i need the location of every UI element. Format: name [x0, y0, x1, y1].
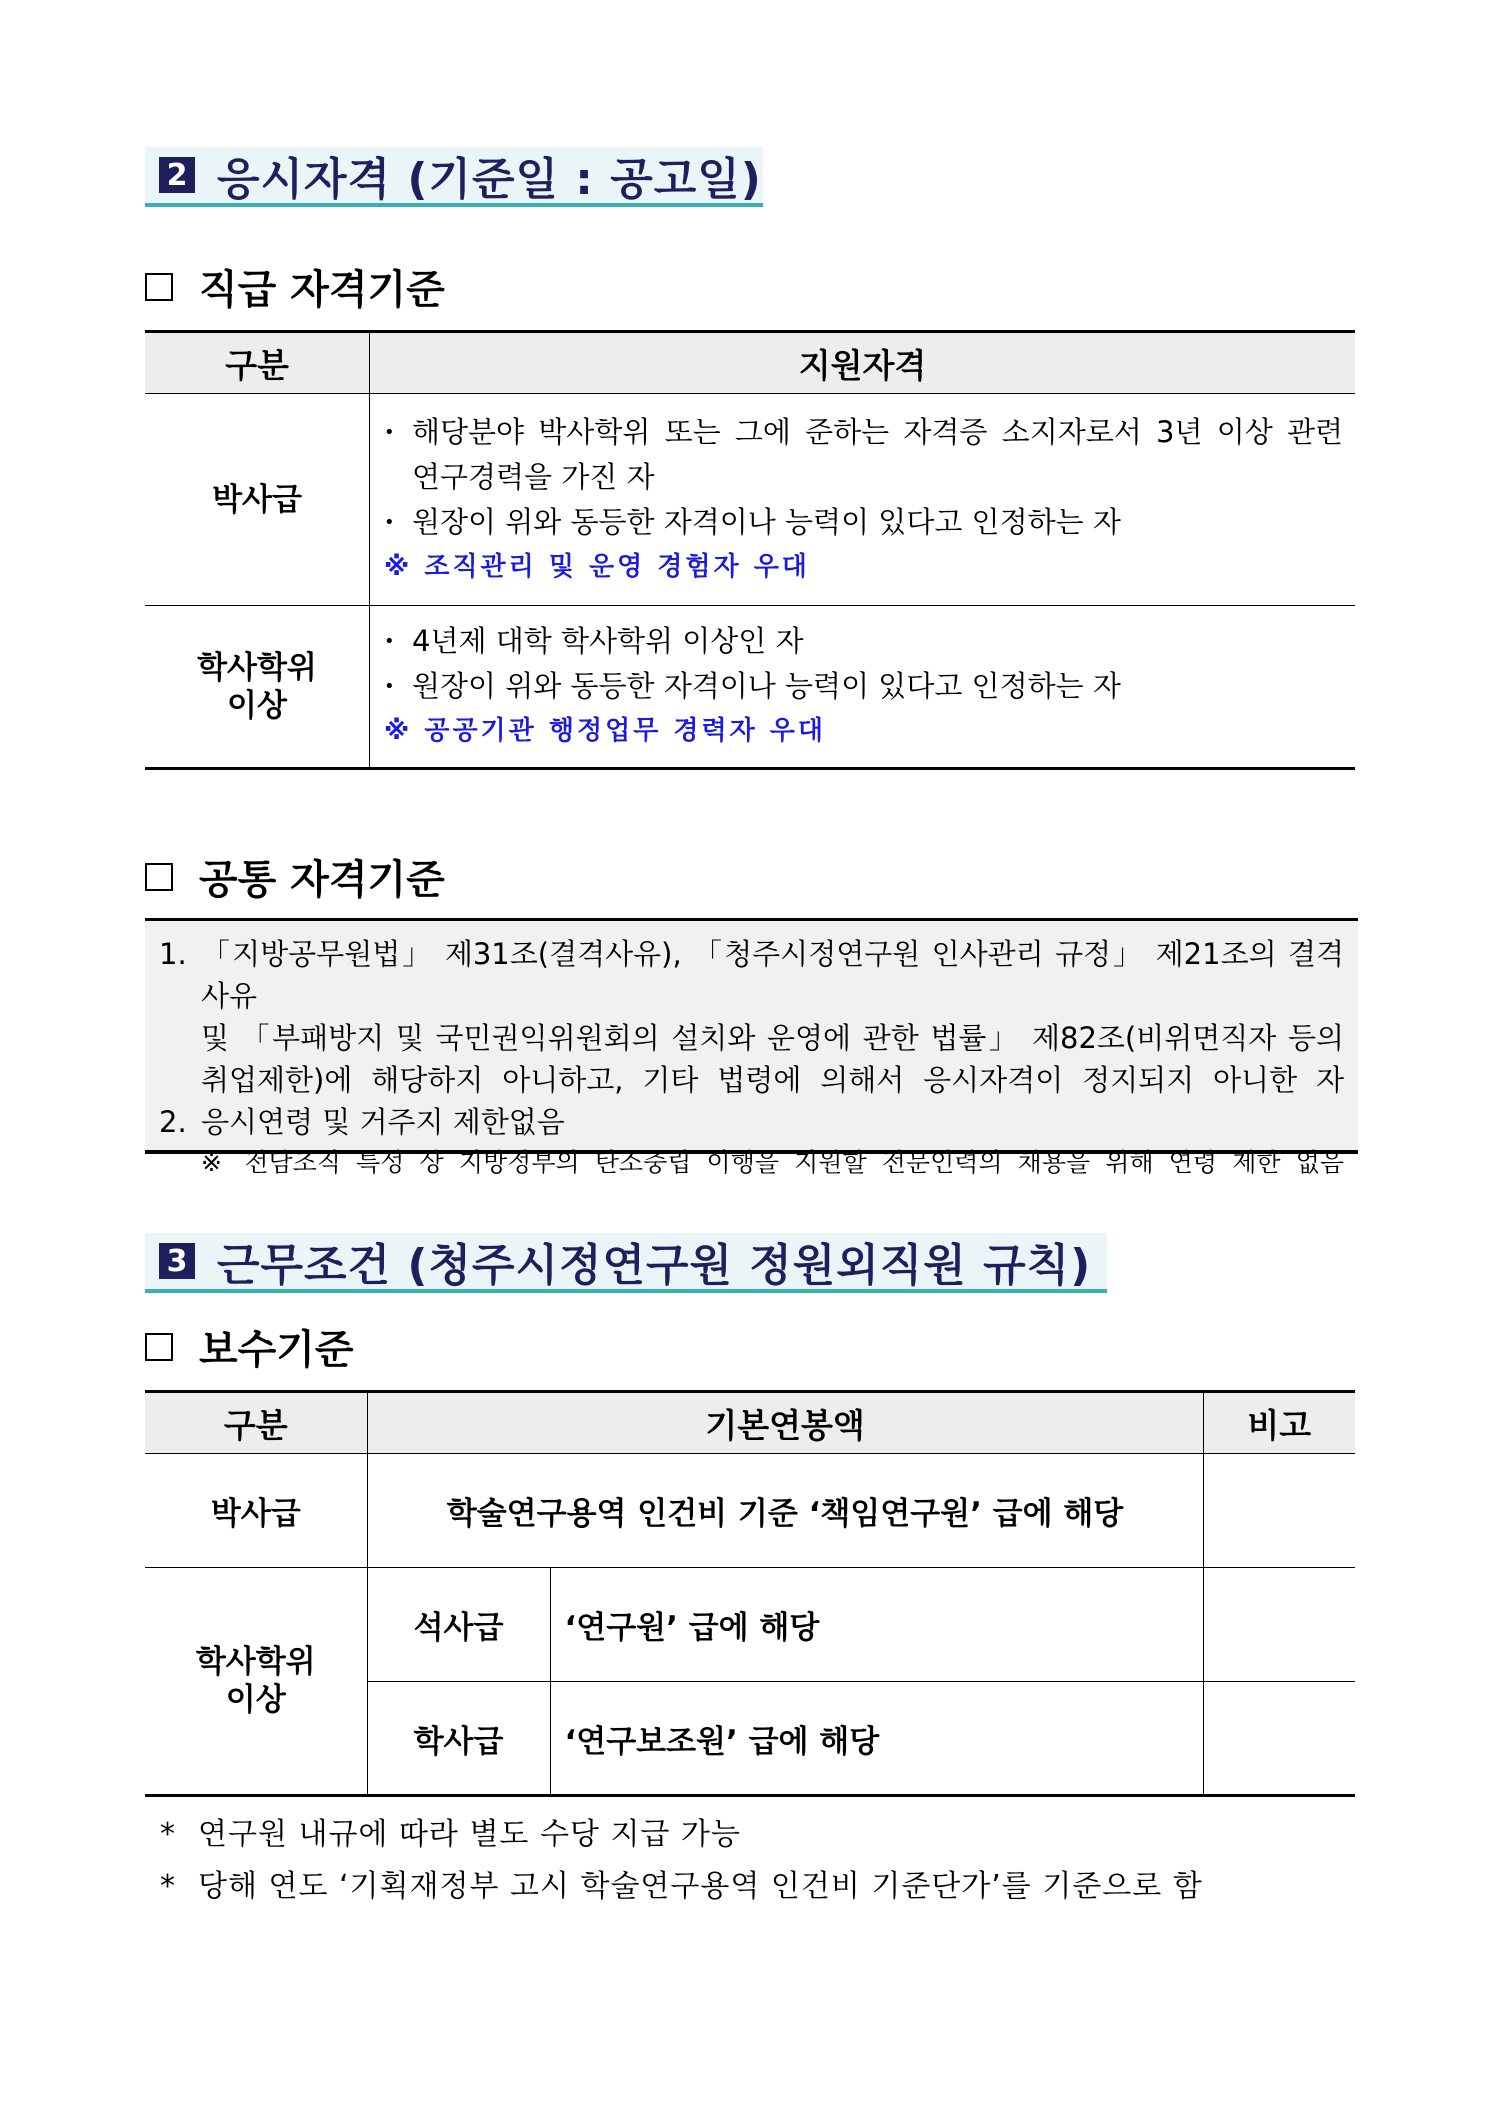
header-category: 구분 [145, 1392, 367, 1454]
item-text-continuation: 취업제한)에 해당하지 아니하고, 기타 법령에 의해서 응시자격이 정지되지 아니한 자 [201, 1063, 1344, 1097]
row-salary: ‘연구보조원’ 급에 해당 [550, 1682, 1203, 1796]
item-text: 원장이 위와 동등한 자격이나 능력이 있다고 인정하는 자 [412, 669, 1121, 703]
footnote [160, 1810, 741, 1860]
table-row [145, 606, 1355, 769]
bullet-icon: • [384, 511, 395, 533]
row-qualifications [370, 394, 1356, 606]
category-text: 이상 [225, 1682, 286, 1718]
footnote [160, 1862, 1203, 1912]
item-text: 응시연령 및 거주지 제한없음 [201, 1105, 565, 1139]
footnote-text: 당해 연도 ‘기획재정부 고시 학술연구용역 인건비 기준단가’를 기준으로 함 [198, 1869, 1203, 1904]
preference-note: ※ 공공기관 행정업무 경력자 우대 [384, 716, 826, 746]
footnote-text: 연구원 내규에 따라 별도 수당 지급 가능 [198, 1817, 741, 1852]
category-text: 학사학위 [195, 1644, 316, 1680]
item-text: 해당분야 박사학위 또는 그에 준하는 자격증 소지자로서 3년 이상 관련 [412, 414, 1343, 449]
list-item [384, 500, 1343, 545]
row-note [1203, 1568, 1355, 1682]
square-icon [145, 1333, 173, 1361]
item-text: 「지방공무원법」 제31조(결격사유), 「청주시정연구원 인사관리 규정」 제21조의 결격사유 [201, 937, 1344, 1013]
category-text: 학사학위 [197, 649, 317, 686]
common-criteria-box [145, 918, 1358, 1177]
subheading-text: 보수기준 [199, 1327, 354, 1373]
sub-category: 석사급 [367, 1568, 550, 1682]
table-header-row [145, 1392, 1355, 1454]
subheading-text: 직급 자격기준 [199, 267, 445, 313]
subheading-pay-criteria [145, 1318, 354, 1375]
preference-note: ※ 조직관리 및 운영 경험자 우대 [384, 551, 810, 582]
table-header-row [145, 332, 1355, 394]
section-number-badge: 2 [159, 157, 195, 193]
subheading-grade-criteria [145, 258, 445, 315]
section-title: 응시자격 (기준일 : 공고일) [217, 154, 762, 205]
sub-category: 학사급 [367, 1682, 550, 1796]
bullet-icon: • [384, 631, 395, 652]
row-qualifications [370, 606, 1356, 769]
section-title: 근무조건 (청주시정연구원 정원외직원 규칙) [217, 1240, 1092, 1291]
item-number: 2. [159, 1105, 187, 1139]
asterisk-icon: * [160, 1817, 176, 1852]
subheading-common-criteria [145, 848, 445, 905]
square-icon [145, 863, 173, 891]
list-item [384, 410, 1343, 455]
pay-table [145, 1390, 1355, 1797]
asterisk-icon: * [160, 1869, 176, 1904]
row-note [1203, 1682, 1355, 1796]
item-number: 1. [159, 937, 187, 971]
header-category: 구분 [145, 332, 370, 394]
table-row [145, 1454, 1355, 1568]
header-qualification: 지원자격 [370, 332, 1356, 394]
subheading-text: 공통 자격기준 [199, 857, 445, 903]
section-2-header [145, 147, 763, 207]
item-text-continuation: 및 「부패방지 및 국민권익위원회의 설치와 운영에 관한 법률」 제82조(비위면직자 등의 [201, 1021, 1344, 1055]
bullet-icon: • [384, 421, 395, 443]
category-text: 이상 [227, 687, 287, 724]
row-note [1203, 1454, 1355, 1568]
square-icon [145, 273, 173, 301]
item-text: 원장이 위와 동등한 자격이나 능력이 있다고 인정하는 자 [412, 504, 1121, 539]
item-text: 연구경력을 가진 자 [412, 459, 655, 494]
bullet-icon: • [384, 676, 395, 697]
row-salary: 학술연구용역 인건비 기준 ‘책임연구원’ 급에 해당 [367, 1454, 1203, 1568]
grade-criteria-table [145, 330, 1355, 770]
list-item [159, 1101, 1344, 1143]
category-text: 박사급 [212, 481, 302, 518]
list-item-continuation [384, 455, 1343, 500]
list-item [159, 933, 1344, 1017]
row-category [145, 394, 370, 606]
list-item [384, 664, 1343, 709]
row-category [145, 606, 370, 769]
header-note: 비고 [1203, 1392, 1355, 1454]
item-text: 4년제 대학 학사학위 이상인 자 [412, 624, 804, 658]
section-number-badge: 3 [159, 1243, 195, 1279]
section-3-header [145, 1233, 1107, 1293]
table-row [145, 394, 1355, 606]
row-category [145, 1568, 367, 1796]
list-item [384, 619, 1343, 664]
header-salary: 기본연봉액 [367, 1392, 1203, 1454]
table-row [145, 1568, 1355, 1682]
row-category: 박사급 [145, 1454, 367, 1568]
row-salary: ‘연구원’ 급에 해당 [550, 1568, 1203, 1682]
item-note: ※ 전담조직 특성 상 지방정부의 탄소중립 이행을 지원할 전문인력의 채용을 위해 연령 제한 없음 [201, 1148, 1344, 1177]
